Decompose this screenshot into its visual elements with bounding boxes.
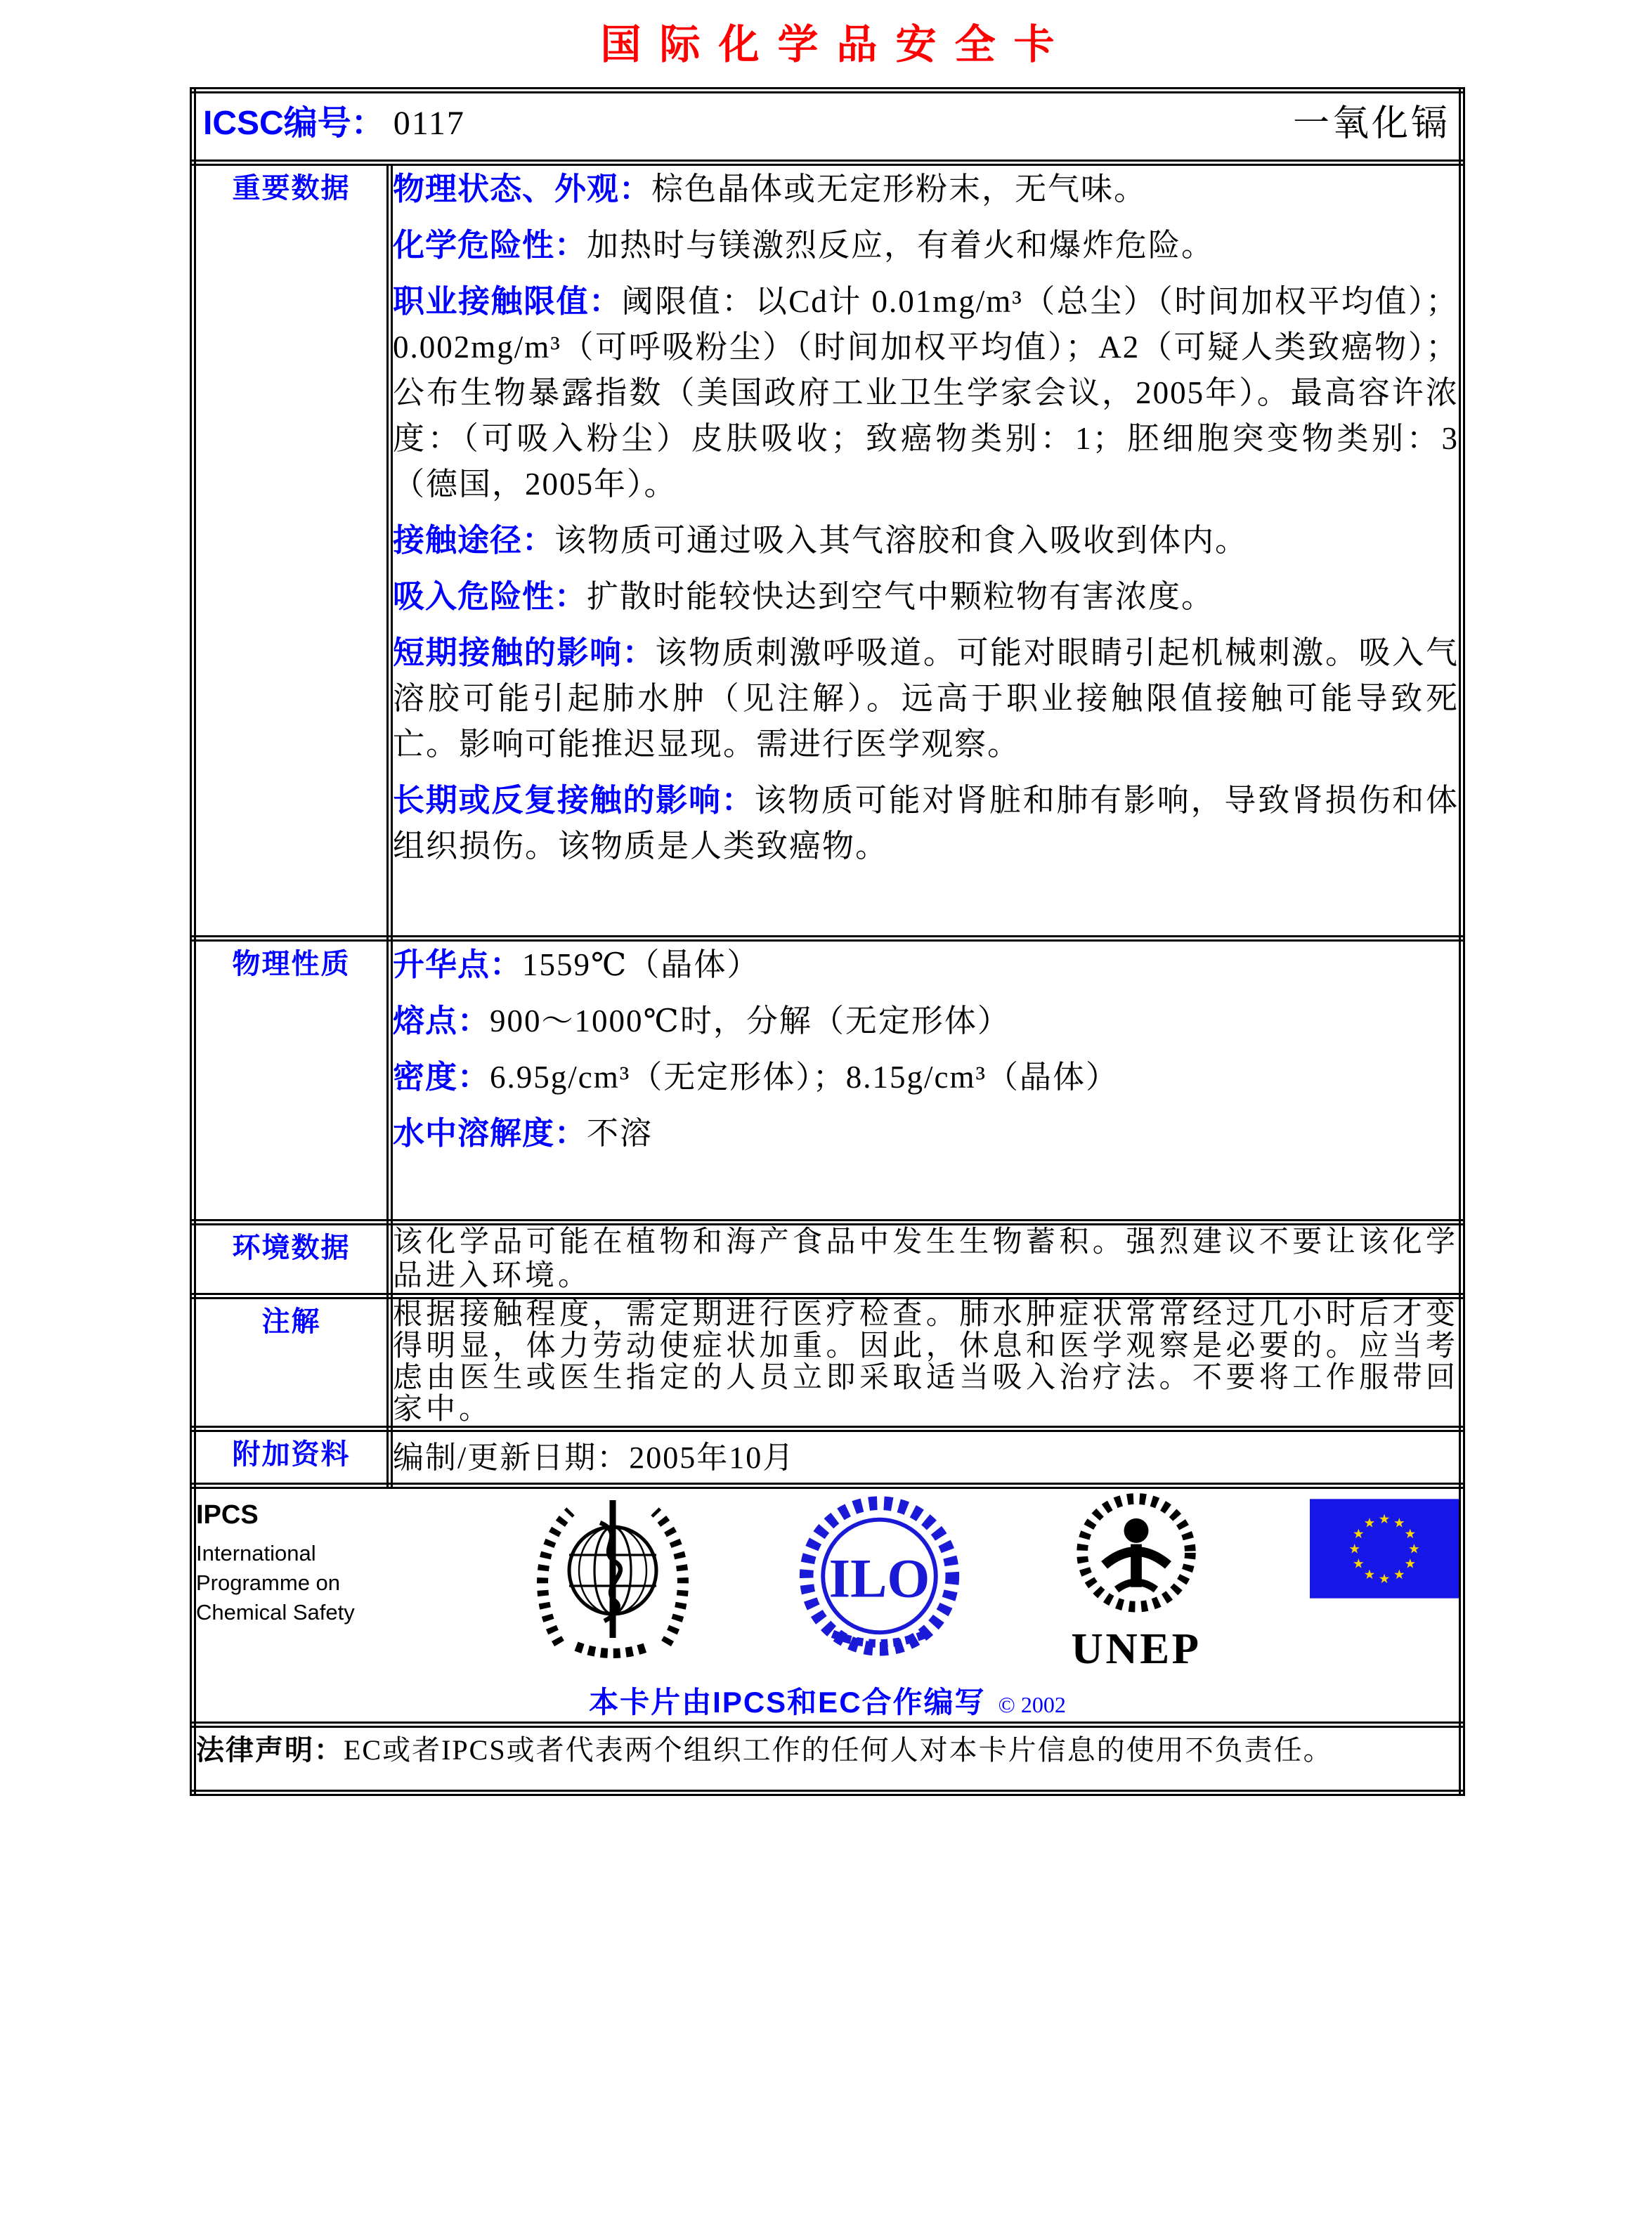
item-long-term-effects: [393, 777, 1459, 869]
row-label-environmental-data: 环境数据: [193, 1223, 390, 1296]
item-exposure-routes-text: 该物质可通过吸入其气溶胶和食入吸收到体内。: [554, 523, 1249, 558]
notes-row: [193, 1296, 1462, 1429]
additional-info-row: [193, 1429, 1462, 1486]
item-long-term-effects-label: 长期或反复接触的影响：: [393, 782, 755, 818]
item-density-text: 6.95g/cm³（无定形体）；8.15g/cm³（晶体）: [490, 1060, 1119, 1095]
svg-text:★: ★: [1404, 1556, 1416, 1571]
item-inhalation-risk-text: 扩散时能较快达到空气中颗粒物有害浓度。: [587, 579, 1215, 614]
item-chemical-hazards-text: 加热时与镁激烈反应，有着火和爆炸危险。: [587, 228, 1215, 263]
item-sublimation-point-text: 1559℃（晶体）: [522, 947, 760, 982]
ipcs-acronym: IPCS: [196, 1500, 259, 1530]
svg-text:★: ★: [1393, 1516, 1405, 1530]
who-logo: [528, 1489, 697, 1667]
chemical-name: 一氧化镉: [1292, 104, 1450, 144]
item-chemical-hazards-label: 化学危险性：: [393, 227, 587, 263]
item-short-term-effects: [393, 630, 1459, 767]
row-label-physical-properties: 物理性质: [193, 939, 390, 1223]
physical-properties-row: [193, 939, 1462, 1223]
unep-logo: [1062, 1489, 1210, 1677]
item-water-solubility-text: 不溶: [587, 1116, 653, 1151]
svg-text:★: ★: [1408, 1542, 1420, 1556]
icsc-number-value: 0117: [393, 105, 465, 142]
important-data-row: [193, 163, 1462, 939]
environmental-data-content: [390, 1223, 1462, 1296]
notes-content: [390, 1296, 1462, 1429]
svg-text:UNEP: UNEP: [1070, 1624, 1202, 1673]
item-chemical-hazards: [393, 222, 1459, 268]
item-exposure-routes: [393, 517, 1459, 564]
ipcs-line-2: Programme on: [196, 1570, 341, 1595]
svg-text:ILO: ILO: [828, 1547, 930, 1609]
svg-text:★: ★: [1378, 1571, 1391, 1586]
important-data-content: [390, 163, 1462, 939]
item-sublimation-point-label: 升华点：: [393, 946, 523, 982]
ipcs-line-3: Chemical Safety: [196, 1600, 355, 1625]
header-row: [193, 91, 1462, 163]
item-inhalation-risk-label: 吸入危险性：: [393, 578, 587, 614]
logos-row: [193, 1486, 1462, 1725]
svg-text:★: ★: [1353, 1556, 1365, 1571]
item-exposure-routes-label: 接触途径：: [393, 522, 555, 558]
legal-notice-label: 法律声明：: [196, 1735, 344, 1766]
item-density: [393, 1054, 1459, 1100]
item-water-solubility: [393, 1110, 1459, 1157]
item-sublimation-point: [393, 942, 1459, 988]
svg-text:★: ★: [1348, 1542, 1360, 1556]
svg-text:★: ★: [1393, 1568, 1405, 1582]
icsc-number-label: ICSC编号：: [203, 105, 385, 142]
item-physical-state: [393, 166, 1459, 212]
legal-notice: [196, 1728, 1459, 1768]
svg-text:★: ★: [1353, 1527, 1365, 1542]
ilo-logo-icon: [797, 1489, 962, 1663]
item-exposure-limits-text: 阈限值：以Cd计 0.01mg/m³（总尘）（时间加权平均值）；0.002mg/m³（可呼吸粉尘）（时间加权平均值）；A2（可疑人类致癌物）；公布生物暴露指数（美国政府工业卫生学家会议，2005年）。最高容许浓度：（可吸入粉尘）皮肤吸收；致癌物类别：1；胚细胞突变物类别：3（德国，2005年）。: [393, 284, 1459, 502]
page-title: 国际化学品安全卡: [600, 22, 1073, 67]
additional-info-content: [390, 1429, 1462, 1486]
row-label-additional-info: 附加资料: [193, 1429, 390, 1486]
footer-caption-text: 本卡片由IPCS和EC合作编写: [589, 1686, 986, 1719]
item-melting-point-text: 900～1000℃时，分解（无定形体）: [490, 1003, 1010, 1039]
svg-text:★: ★: [1363, 1568, 1376, 1582]
item-melting-point-label: 熔点：: [393, 1003, 490, 1039]
ilo-logo: [797, 1489, 962, 1667]
additional-info-text: 编制/更新日期：2005年10月: [393, 1440, 795, 1475]
item-physical-state-text: 棕色晶体或无定形粉末，无气味。: [651, 171, 1147, 207]
svg-text:★: ★: [1363, 1516, 1376, 1530]
footer-caption-copyright: © 2002: [998, 1692, 1066, 1717]
safety-card-table: [190, 87, 1465, 1796]
item-melting-point: [393, 998, 1459, 1044]
eu-flag: [1310, 1489, 1459, 1602]
item-density-label: 密度：: [393, 1059, 490, 1095]
svg-text:★: ★: [1378, 1511, 1391, 1526]
item-water-solubility-label: 水中溶解度：: [393, 1115, 587, 1151]
notes-text: 根据接触程度，需定期进行医疗检查。肺水肿症状常常经过几小时后才变得明显，体力劳动使症状加重。因此，休息和医学观察是必要的。应当考虑由医生或医生指定的人员立即采取适当吸入治疗法。不要将工作服带回家中。: [393, 1298, 1459, 1426]
legal-notice-text: EC或者IPCS或者代表两个组织工作的任何人对本卡片信息的使用不负责任。: [344, 1734, 1333, 1766]
item-short-term-effects-text: 该物质刺激呼吸道。可能对眼睛引起机械刺激。吸入气溶胶可能引起肺水肿（见注解）。远高于职业接触限值接触可能导致死亡。影响可能推迟显现。需进行医学观察。: [393, 635, 1459, 762]
item-exposure-limits: [393, 278, 1459, 507]
ipcs-line-1: International: [196, 1541, 316, 1566]
item-physical-state-label: 物理状态、外观：: [393, 171, 652, 207]
physical-properties-content: [390, 939, 1462, 1223]
item-inhalation-risk: [393, 573, 1459, 620]
legal-row: [193, 1725, 1462, 1793]
environmental-data-text: 该化学品可能在植物和海产食品中发生生物蓄积。强烈建议不要让该化学品进入环境。: [393, 1226, 1459, 1292]
row-label-notes: 注解: [193, 1296, 390, 1429]
footer-caption: [196, 1679, 1459, 1721]
eu-flag-icon: [1310, 1499, 1459, 1599]
who-logo-icon: [528, 1489, 697, 1663]
unep-logo-icon: [1062, 1489, 1210, 1673]
ipcs-text-block: [196, 1489, 428, 1627]
environmental-data-row: [193, 1223, 1462, 1296]
item-short-term-effects-label: 短期接触的影响：: [393, 634, 656, 670]
svg-text:★: ★: [1404, 1527, 1416, 1542]
item-long-term-effects-text: 该物质可能对肾脏和肺有影响，导致肾损伤和体组织损伤。该物质是人类致癌物。: [393, 783, 1459, 864]
icsc-number: [203, 96, 465, 144]
item-exposure-limits-label: 职业接触限值：: [393, 283, 622, 319]
row-label-important-data: 重要数据: [193, 163, 390, 939]
